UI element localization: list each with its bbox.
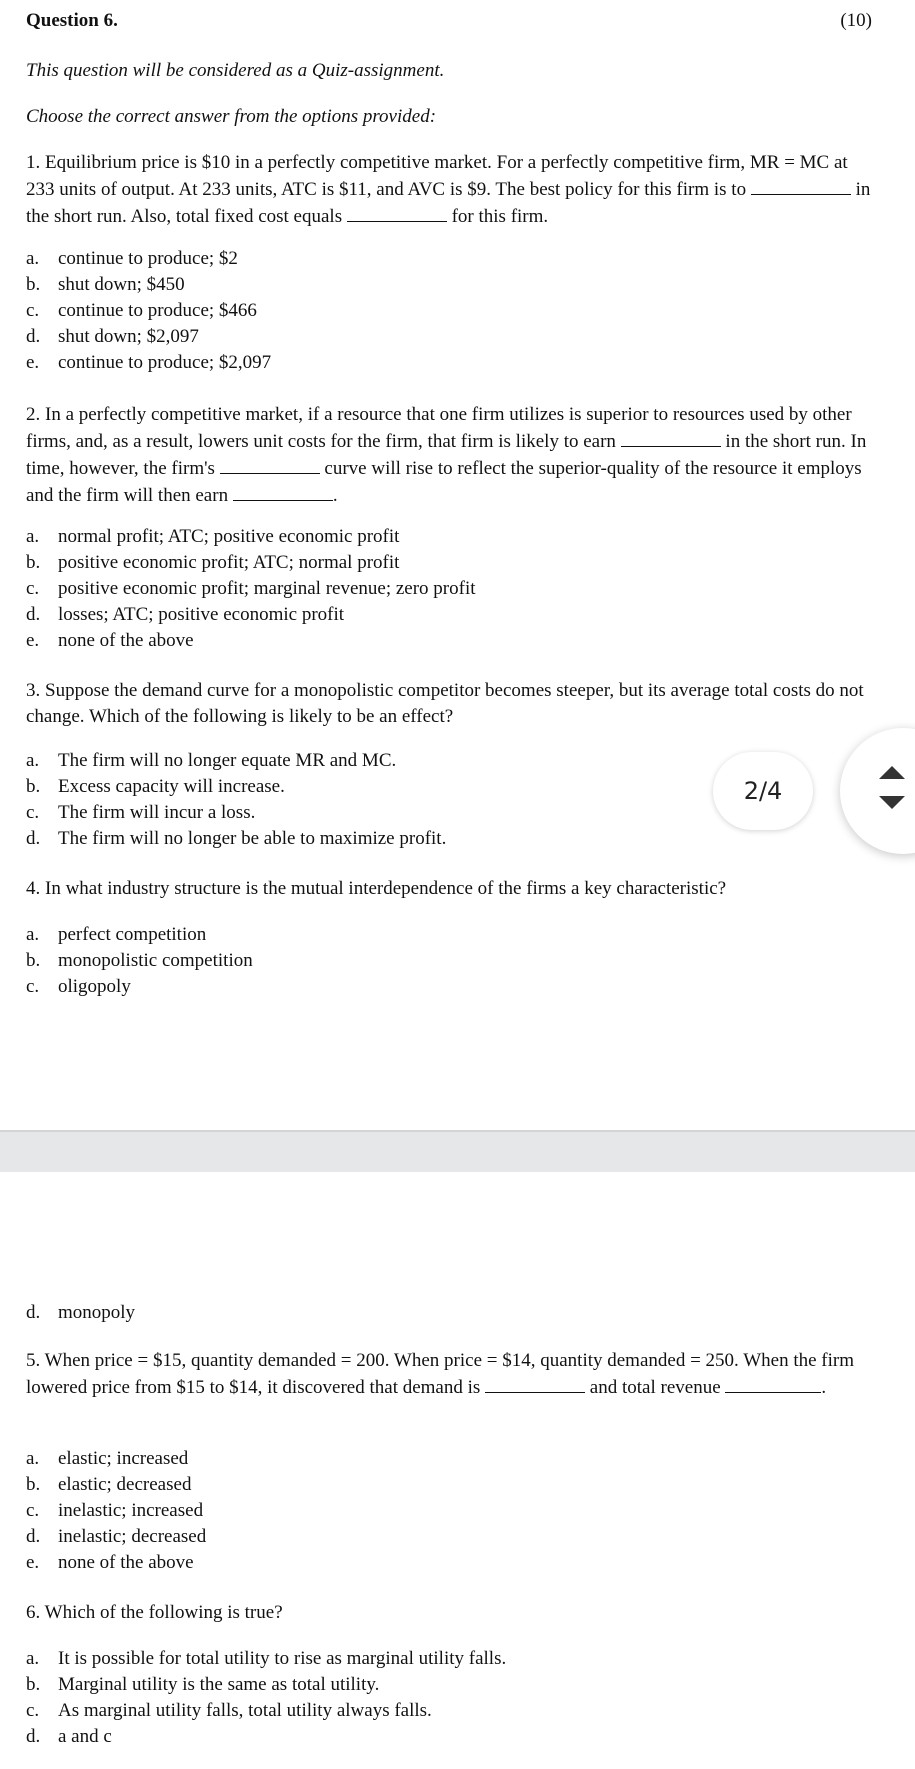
q2-text-d: . (332, 485, 338, 506)
q5-blank-1 (485, 1374, 585, 1393)
q1-text-b: in the short run. Also, total fixed cost equals (26, 179, 871, 227)
q1-blank-2 (347, 203, 447, 222)
q3-option-c: c. The firm will incur a loss. (26, 802, 256, 823)
q5-text (26, 1348, 876, 1401)
q2-option-d: d. losses; ATC; positive economic profit (26, 604, 345, 625)
q6-option-c: c. As marginal utility falls, total utility always falls. (26, 1700, 432, 1721)
q3-option-a: a. The firm will no longer equate MR and MC. (26, 750, 397, 771)
q1-text (26, 150, 876, 230)
q1-option-c: c. continue to produce; $466 (26, 300, 257, 321)
q5-option-e: e. none of the above (26, 1552, 194, 1573)
arrow-down-icon[interactable] (879, 796, 905, 809)
q1-blank-1 (751, 176, 851, 195)
question-points: (10) (840, 10, 872, 31)
q1-option-e: e. continue to produce; $2,097 (26, 352, 272, 373)
q6-option-b: b. Marginal utility is the same as total utility. (26, 1674, 380, 1695)
q2-blank-1 (621, 428, 721, 447)
q2-text-a: 2. In a perfectly competitive market, if a resource that one firm utilizes is superior to resources used by other firms, and, as a result, lowers unit costs for the firm, that firm is likely to earn (26, 404, 852, 452)
q2-option-b: b. positive economic profit; ATC; normal profit (26, 552, 400, 573)
q4-option-a: a. perfect competition (26, 924, 207, 945)
q2-option-c: c. positive economic profit; marginal revenue; zero profit (26, 578, 476, 599)
q3-text: 3. Suppose the demand curve for a monopolistic competitor becomes steeper, but its average total costs do not change. Which of the following is likely to be an effect? (26, 680, 864, 727)
q1-option-a: a. continue to produce; $2 (26, 248, 238, 269)
page-indicator-label: 2/4 (743, 777, 783, 805)
q5-text-b: and total revenue (589, 1377, 721, 1398)
q2-blank-3 (233, 482, 333, 501)
q1-option-b: b. shut down; $450 (26, 274, 185, 295)
q3-option-b: b. Excess capacity will increase. (26, 776, 285, 797)
q5-option-b: b. elastic; decreased (26, 1474, 192, 1495)
arrow-up-icon[interactable] (879, 766, 905, 779)
q2-text-c: curve will rise to reflect the superior-quality of the resource it employs and the firm will then earn (26, 458, 862, 506)
q2-blank-2 (220, 455, 320, 474)
q5-text-a: 5. When price = $15, quantity demanded = 200. When price = $14, quantity demanded = 250. When the firm lowered price from $15 to $14, it discovered that demand is (26, 1350, 854, 1398)
document-page-2 (0, 1172, 915, 1769)
q4-option-d: d. monopoly (26, 1302, 136, 1323)
q5-blank-2 (725, 1374, 821, 1393)
q6-text: 6. Which of the following is true? (26, 1602, 283, 1623)
q5-option-a: a. elastic; increased (26, 1448, 189, 1469)
q6-option-a: a. It is possible for total utility to rise as marginal utility falls. (26, 1648, 507, 1669)
q5-option-d: d. inelastic; decreased (26, 1526, 207, 1547)
page-separator (0, 1130, 915, 1172)
intro-line-1: This question will be considered as a Quiz-assignment. (26, 60, 445, 81)
q4-option-c: c. oligopoly (26, 976, 131, 997)
q4-option-b: b. monopolistic competition (26, 950, 253, 971)
q1-option-d: d. shut down; $2,097 (26, 326, 199, 347)
q2-option-e: e. none of the above (26, 630, 194, 651)
q2-text (26, 402, 876, 509)
q3-option-d: d. The firm will no longer be able to maximize profit. (26, 828, 447, 849)
q1-text-c: for this firm. (451, 206, 549, 227)
q4-text: 4. In what industry structure is the mutual interdependence of the firms a key characteristic? (26, 878, 727, 899)
q5-text-c: . (821, 1377, 827, 1398)
q2-option-a: a. normal profit; ATC; positive economic profit (26, 526, 400, 547)
question-title: Question 6. (26, 10, 118, 31)
q1-text-a: 1. Equilibrium price is $10 in a perfectly competitive market. For a perfectly competitive firm, MR = MC at 233 units of output. At 233 units, ATC is $11, and AVC is $9. The best policy for this firm is to (26, 152, 848, 200)
q6-option-d: d. a and c (26, 1726, 112, 1747)
q2-text-b: in the short run. In time, however, the firm's (26, 431, 867, 479)
intro-line-2: Choose the correct answer from the options provided: (26, 106, 437, 127)
page-indicator (713, 752, 813, 830)
q5-option-c: c. inelastic; increased (26, 1500, 204, 1521)
